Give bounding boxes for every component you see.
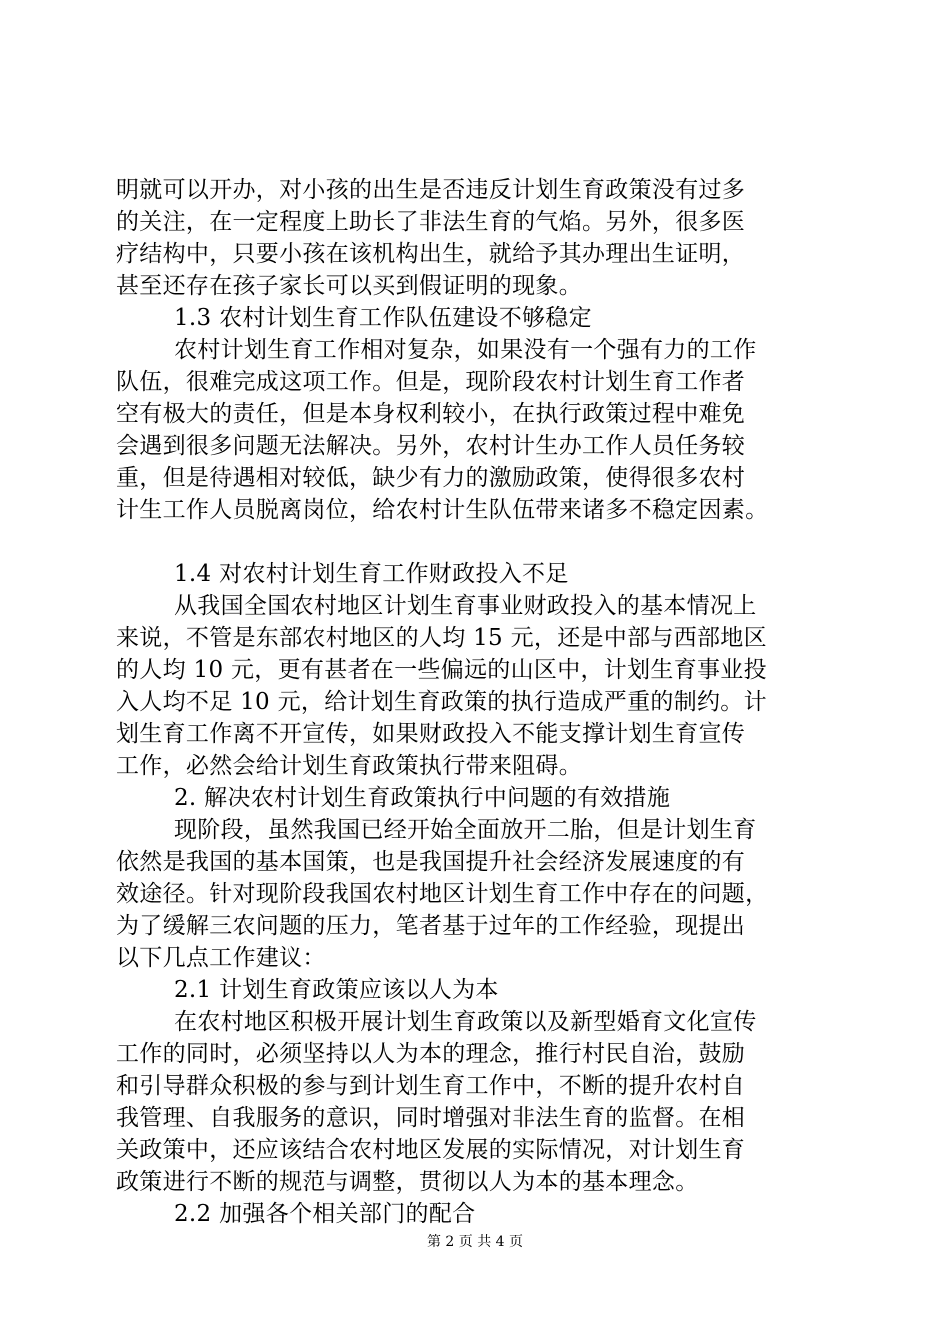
paragraph-line: 以下几点工作建议： bbox=[116, 945, 326, 971]
paragraph-line: 依然是我国的基本国策，也是我国提升社会经济发展速度的有 bbox=[116, 849, 746, 875]
section-heading: 1.3 农村计划生育工作队伍建设不够稳定 bbox=[174, 305, 592, 331]
section-heading: 2.2 加强各个相关部门的配合 bbox=[174, 1201, 476, 1227]
paragraph-line: 空有极大的责任，但是本身权利较小，在执行政策过程中难免 bbox=[116, 401, 746, 427]
paragraph-line: 的人均 10 元，更有甚者在一些偏远的山区中，计划生育事业投 bbox=[116, 657, 767, 683]
paragraph-line: 甚至还存在孩子家长可以买到假证明的现象。 bbox=[116, 273, 582, 299]
paragraph-line: 入人均不足 10 元，给计划生育政策的执行造成严重的制约。计 bbox=[116, 689, 767, 715]
paragraph-line: 政策进行不断的规范与调整，贯彻以人为本的基本理念。 bbox=[116, 1169, 699, 1195]
paragraph-line: 工作，必然会给计划生育政策执行带来阻碍。 bbox=[116, 753, 582, 779]
section-heading: 2. 解决农村计划生育政策执行中问题的有效措施 bbox=[174, 785, 671, 811]
paragraph-line: 从我国全国农村地区计划生育事业财政投入的基本情况上 bbox=[174, 593, 757, 619]
paragraph-line: 农村计划生育工作相对复杂，如果没有一个强有力的工作 bbox=[174, 337, 757, 363]
paragraph-line: 重，但是待遇相对较低，缺少有力的激励政策，使得很多农村 bbox=[116, 465, 746, 491]
paragraph-line: 在农村地区积极开展计划生育政策以及新型婚育文化宣传 bbox=[174, 1009, 757, 1035]
page-number-footer: 第 2 页 共 4 页 bbox=[426, 1234, 524, 1250]
paragraph-line: 来说，不管是东部农村地区的人均 15 元，还是中部与西部地区 bbox=[116, 625, 767, 651]
paragraph-line: 计生工作人员脱离岗位，给农村计生队伍带来诸多不稳定因素。 bbox=[116, 497, 769, 523]
paragraph-line: 我管理、自我服务的意识，同时增强对非法生育的监督。在相 bbox=[116, 1105, 746, 1131]
section-heading: 2.1 计划生育政策应该以人为本 bbox=[174, 977, 499, 1003]
paragraph-line: 工作的同时，必须坚持以人为本的理念，推行村民自治，鼓励 bbox=[116, 1041, 746, 1067]
paragraph-line: 关政策中，还应该结合农村地区发展的实际情况，对计划生育 bbox=[116, 1137, 746, 1163]
paragraph-line: 现阶段，虽然我国已经开始全面放开二胎，但是计划生育 bbox=[174, 817, 757, 843]
section-heading: 1.4 对农村计划生育工作财政投入不足 bbox=[174, 561, 569, 587]
paragraph-line: 疗结构中，只要小孩在该机构出生，就给予其办理出生证明， bbox=[116, 241, 746, 267]
paragraph-line: 队伍，很难完成这项工作。但是，现阶段农村计划生育工作者 bbox=[116, 369, 746, 395]
paragraph-line: 划生育工作离不开宣传，如果财政投入不能支撑计划生育宣传 bbox=[116, 721, 746, 747]
document-body bbox=[116, 174, 836, 1230]
paragraph-line: 效途径。针对现阶段我国农村地区计划生育工作中存在的问题， bbox=[116, 881, 769, 907]
paragraph-line: 明就可以开办，对小孩的出生是否违反计划生育政策没有过多 bbox=[116, 177, 746, 203]
paragraph-line: 会遇到很多问题无法解决。另外，农村计生办工作人员任务较 bbox=[116, 433, 746, 459]
paragraph-line: 和引导群众积极的参与到计划生育工作中，不断的提升农村自 bbox=[116, 1073, 746, 1099]
paragraph-line: 的关注，在一定程度上助长了非法生育的气焰。另外，很多医 bbox=[116, 209, 746, 235]
paragraph-line: 为了缓解三农问题的压力，笔者基于过年的工作经验，现提出 bbox=[116, 913, 746, 939]
paragraph-gap bbox=[116, 526, 836, 558]
